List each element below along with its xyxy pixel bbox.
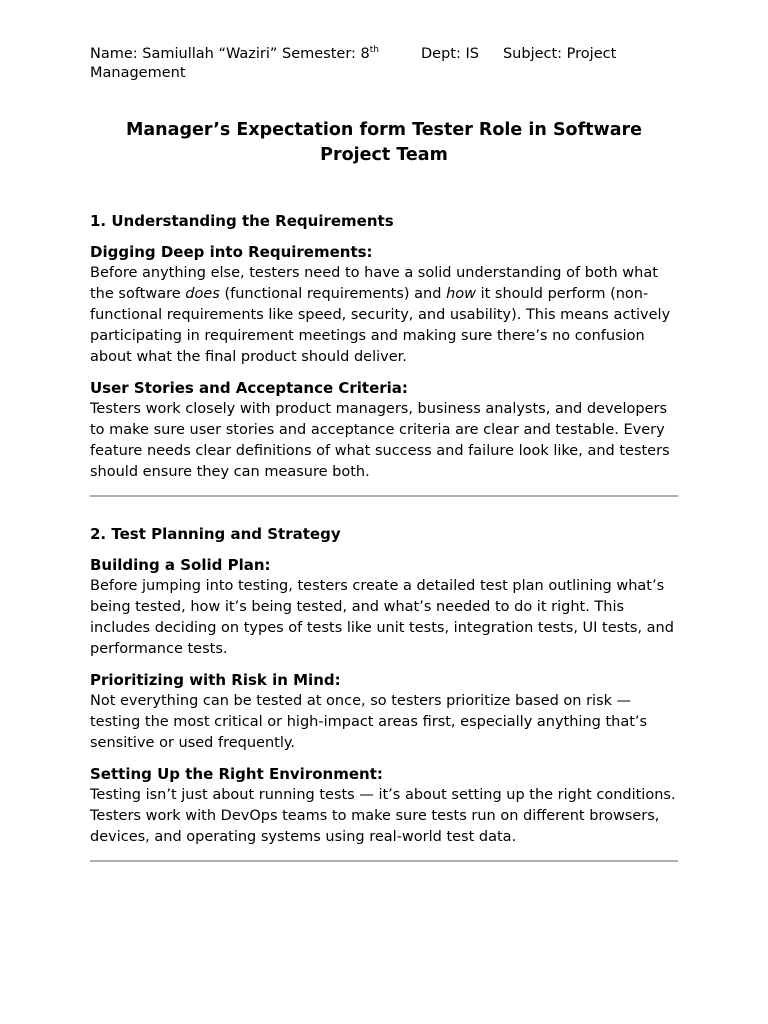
section-test-planning — [90, 524, 678, 848]
subsection-heading: Building a Solid Plan: — [90, 556, 271, 574]
section-divider — [90, 860, 678, 862]
subsection-paragraph: Not everything can be tested at once, so testers prioritize based on risk — testing the most critical or high-impact areas first, especially anything that’s sensitive or used frequently. — [90, 693, 648, 751]
semester-superscript: th — [369, 45, 380, 55]
subsection-paragraph: Before jumping into testing, testers create a detailed test plan outlining what’s being tested, how it’s being tested, and what’s needed to do it right. This includes deciding on types of tests like unit tests, integration tests, UI tests, and performance tests. — [90, 578, 674, 657]
subsection-heading: User Stories and Acceptance Criteria: — [90, 379, 408, 397]
subject-label: Subject: Project — [502, 46, 617, 62]
semester-label: Semester: 8 — [282, 46, 370, 62]
subsection-paragraph: Testers work closely with product managers, business analysts, and developers to make sure user stories and acceptance criteria are clear and testable. Every feature needs clear definitions of what success and failure look like, and testers should ensure they can measure both. — [90, 401, 670, 480]
section-understanding-requirements — [90, 211, 678, 483]
emphasis-how: how — [446, 286, 476, 302]
document-title: Manager’s Expectation form Tester Role in Software Project Team — [125, 120, 643, 165]
subject-continued: Management — [90, 65, 186, 81]
section-heading: 1. Understanding the Requirements — [90, 212, 394, 230]
subsection-heading: Prioritizing with Risk in Mind: — [90, 671, 341, 689]
subsection-heading: Digging Deep into Requirements: — [90, 243, 373, 261]
subsection-heading: Setting Up the Right Environment: — [90, 765, 383, 783]
header-line — [90, 45, 678, 83]
emphasis-does: does — [185, 286, 220, 302]
section-divider — [90, 495, 678, 497]
section-heading: 2. Test Planning and Strategy — [90, 525, 341, 543]
subsection-paragraph: Before anything else, testers need to have a solid understanding of both what the software does (functional requirements) and how it should perform (non-functional requirements like speed, security, and usability). This means actively participating in requirement meetings and making sure there’s no confusion about what the final product should deliver. — [90, 265, 671, 365]
subsection-paragraph: Testing isn’t just about running tests — it’s about setting up the right conditions. Testers work with DevOps teams to make sure tests run on different browsers, devices, and operating systems using real-world test data. — [90, 787, 676, 845]
dept-label: Dept: IS — [421, 46, 479, 62]
name-label: Name: Samiullah “Waziri” — [90, 46, 278, 62]
